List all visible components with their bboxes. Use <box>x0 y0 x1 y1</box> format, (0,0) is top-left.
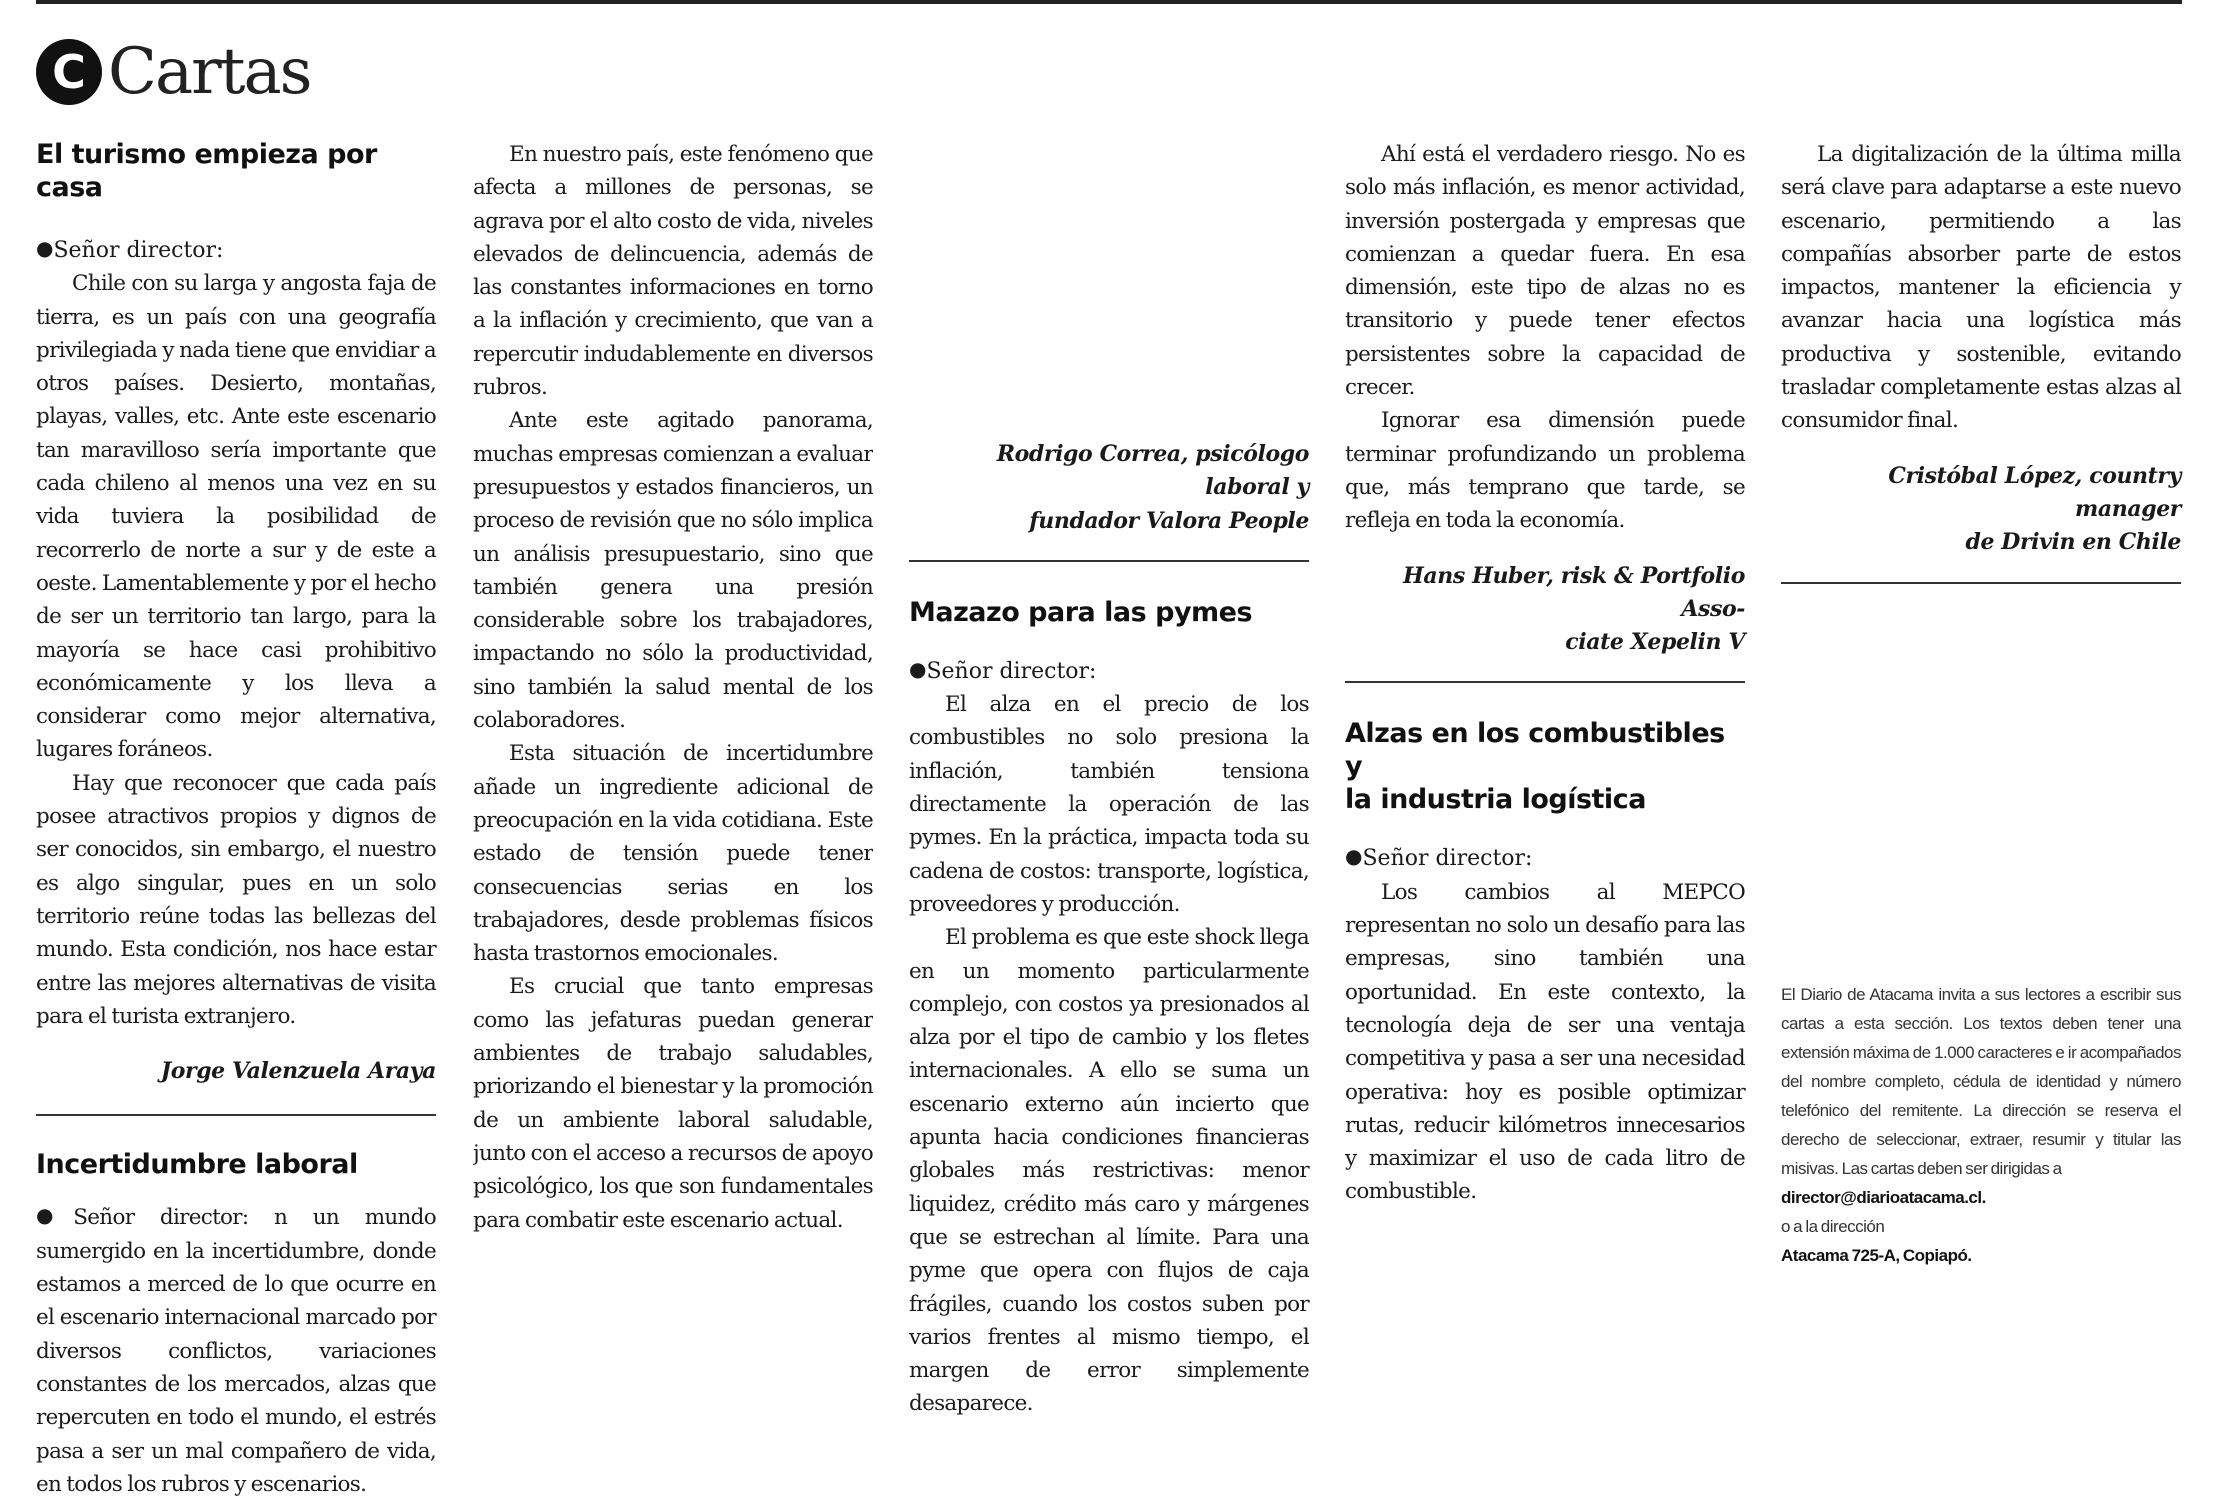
section-header <box>36 36 310 108</box>
bullet-icon: ● <box>909 656 927 681</box>
letter-signature: Cristóbal López, country manager de Drivin en Chile <box>1888 462 2181 556</box>
letter-headline-alzas: Alzas en los combustibles y la industria logística <box>1345 718 1725 816</box>
submission-notice: El Diario de Atacama invita a sus lectores a escribir sus cartas a esta sección. Los textos deben tener una extensión máxima de 1.000 caracteres e ir acompañados del nombre completo, cédula de identidad y número telefónico del remitente. La dirección se reserva el derecho de seleccionar, extraer, resumir y titular las misivas. Las cartas deben ser dirigidas a director@diarioatacama.cl. o a la dirección Atacama 725-A, Copiapó. <box>1781 985 2181 1265</box>
bullet-icon: ● <box>36 1203 74 1228</box>
letter-paragraph: En nuestro país, este fenómeno que afecta a millones de personas, se agrava por el alto costo de vida, niveles elevados de delincuencia, además de las constantes informaciones en torno a la inflación y crecimiento, que van a repercutir indudablemente en diversos rubros. <box>473 142 873 401</box>
divider <box>1781 582 2181 584</box>
column-5 <box>1781 138 2181 584</box>
letter-paragraph: El problema es que este shock llega en un momento particularmente complejo, con costos ya presionados al alza por el tipo de cambio y los fletes internacionales. A ello se suma un escenario externo aún incierto que apunta hacia condiciones financieras globales más restrictivas: menor liquidez, crédito más caro y márgenes que se estrechan al límite. Para una pyme que opera con flujos de caja frágiles, cuando los costos suben por varios frentes al mismo tiempo, el margen de error simplemente desaparece. <box>909 925 1309 1417</box>
letter-paragraph: El alza en el precio de los combustibles no solo presiona la inflación, también tensiona directamente la operación de las pymes. En la práctica, impacta toda su cadena de costos: transporte, logística, proveedores y producción. <box>909 692 1309 917</box>
column-4 <box>1345 138 1745 1209</box>
salutation: ●Señor director: <box>1345 844 1533 872</box>
column-3 <box>909 138 1309 1421</box>
letter-paragraph: Esta situación de incertidumbre añade un ingrediente adicional de preocupación en la vida cotidiana. Este estado de tensión puede tener consecuencias serias en los trabajadores, desde problemas físicos hasta trastornos emocionales. <box>473 741 873 967</box>
bullet-icon: ● <box>36 236 54 260</box>
letter-signature: Rodrigo Correa, psicólogo laboral y fundador Valora People <box>996 441 1309 534</box>
letter-signature: Hans Huber, risk & Portfolio Asso- ciate Xepelin V <box>1402 562 1745 656</box>
contact-address: Atacama 725-A, Copiapó. <box>1781 1246 1972 1265</box>
letter-paragraph: Hay que reconocer que cada país posee atractivos propios y dignos de ser conocidos, sin embargo, el nuestro es algo singular, pues en un solo territorio reúne todas las bellezas del mundo. Esta condición, nos hace estar entre las mejores alternativas de visita para el turista extranjero. <box>36 770 436 1029</box>
bullet-icon: ● <box>1345 844 1363 869</box>
column-2 <box>473 138 873 1278</box>
section-logo-icon: C <box>36 39 102 105</box>
letter-paragraph: Ante este agitado panorama, muchas empresas comienzan a evaluar presupuestos y estados financieros, un proceso de revisión que no sólo implica un análisis presupuestario, sino que también genera una presión considerable sobre los trabajadores, impactando no sólo la productividad, sino también la salud mental de los colaboradores. <box>473 408 873 734</box>
salutation: ●Señor director: <box>36 236 224 263</box>
letter-paragraph: Ahí está el verdadero riesgo. No es solo más inflación, es menor actividad, inversión postergada y empresas que comienzan a quedar fuera. En esa dimensión, este tipo de alzas no es transitorio y puede tener efectos persistentes sobre la capacidad de crecer. <box>1345 142 1745 401</box>
contact-email[interactable]: director@diarioatacama.cl. <box>1781 1188 1986 1207</box>
letter-paragraph: Los cambios al MEPCO representan no solo un desafío para las empresas, sino también una oportunidad. En este contexto, la tecnología deja de ser una ventaja competitiva y pasa a ser una necesidad operativa: hoy es posible optimizar rutas, reducir kilómetros innecesarios y maximizar el uso de cada litro de combustible. <box>1345 879 1745 1205</box>
letter-paragraph: La digitalización de la última milla será clave para adaptarse a este nuevo escenario, permitiendo a las compañías absorber parte de estos impactos, mantener la eficiencia y avanzar hacia una logística más productiva y sostenible, evitando trasladar completamente estas alzas al consumidor final. <box>1781 142 2181 434</box>
top-rule <box>36 0 2182 4</box>
letter-paragraph: Ignorar esa dimensión puede terminar profundizando un problema que, más temprano que tarde, se refleja en toda la economía. <box>1345 408 1745 534</box>
letter-headline-incertidumbre: Incertidumbre laboral <box>36 1149 358 1181</box>
salutation: ●Señor director: <box>909 656 1097 684</box>
letter-paragraph: Chile con su larga y angosta faja de tierra, es un país con una geografía privilegiada y nada tiene que envidiar a otros países. Desierto, montañas, playas, valles, etc. Ante este escenario tan maravilloso sería importante que cada chileno al menos una vez en su vida tuviera la posibilidad de recorrerlo de norte a sur y de este a oeste. Lamentablemente y por el hecho de ser un territorio tan largo, para la mayoría se hace casi prohibitivo económicamente y los lleva a considerar como mejor alternativa, lugares foráneos. <box>36 271 436 763</box>
column-1 <box>36 138 436 1501</box>
section-title: Cartas <box>108 35 311 109</box>
letter-headline-turismo: El turismo empieza por casa <box>36 139 377 203</box>
letter-signature: Jorge Valenzuela Araya <box>160 1058 436 1085</box>
letter-lead: ●Señor director: n un mundo sumergido en la incertidumbre, donde estamos a merced de lo que ocurre en el escenario internacional marcado por diversos conflictos, variaciones constantes de los mercados, alzas que repercuten en todo el mundo, el estrés pasa a ser un mal compañero de vida, en todos los rubros y escenarios. <box>36 1203 436 1497</box>
letter-headline-mazazo: Mazazo para las pymes <box>909 596 1253 628</box>
letter-paragraph: Es crucial que tanto empresas como las jefaturas puedan generar ambientes de trabajo saludables, priorizando el bienestar y la promoción de un ambiente laboral saludable, junto con el acceso a recursos de apoyo psicológico, los que son fundamentales para combatir este escenario actual. <box>473 974 873 1233</box>
